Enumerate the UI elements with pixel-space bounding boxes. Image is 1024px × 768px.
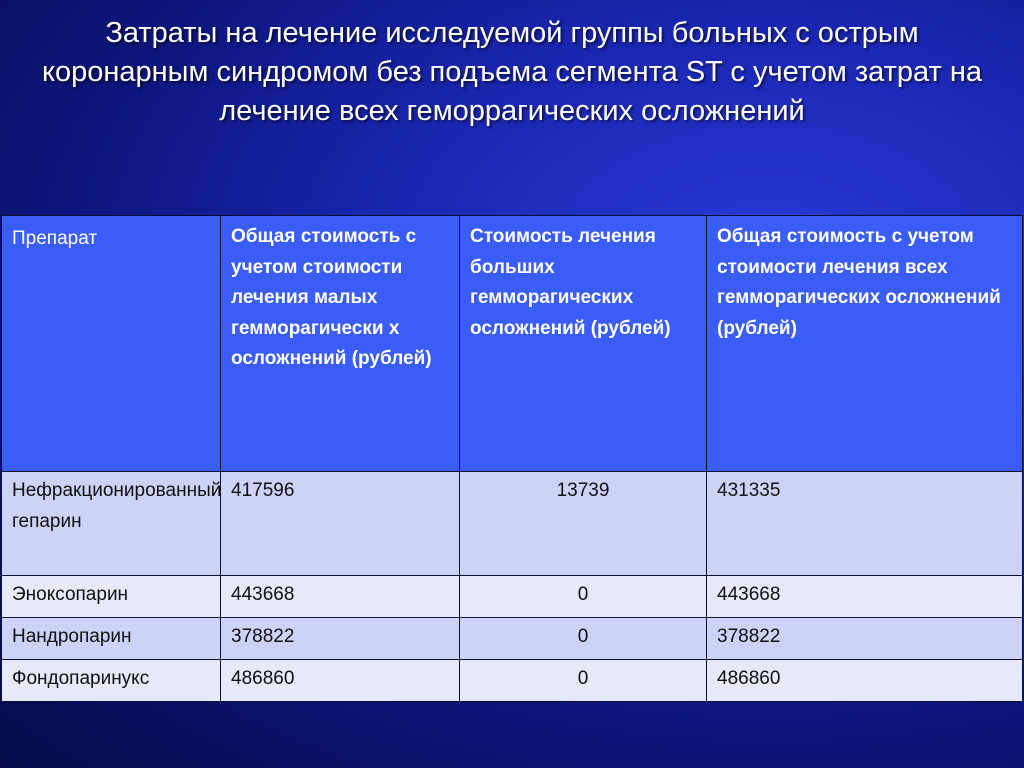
cell-major-cost: 0 bbox=[460, 576, 707, 618]
cell-major-cost: 0 bbox=[460, 618, 707, 660]
table-row bbox=[2, 576, 1023, 618]
cell-major-cost: 13739 bbox=[460, 472, 707, 576]
cell-total-minor: 486860 bbox=[221, 660, 460, 702]
cell-major-cost: 0 bbox=[460, 660, 707, 702]
cell-total-all: 378822 bbox=[707, 618, 1023, 660]
cost-table bbox=[1, 215, 1023, 702]
cell-drug: Эноксопарин bbox=[2, 576, 221, 618]
table-row bbox=[2, 618, 1023, 660]
cell-drug: Нефракционированный гепарин bbox=[2, 472, 221, 576]
table-header-row bbox=[2, 216, 1023, 472]
slide-title: Затраты на лечение исследуемой группы больных с острым коронарным синдромом без подъема сегмента ST с учетом затрат на лечение всех геморрагических осложнений bbox=[41, 17, 983, 127]
table-row bbox=[2, 472, 1023, 576]
header-major-cost: Стоимость лечения больших гемморагических осложнений (рублей) bbox=[460, 216, 707, 472]
cell-total-all: 443668 bbox=[707, 576, 1023, 618]
header-drug: Препарат bbox=[2, 216, 221, 472]
header-total-all: Общая стоимость с учетом стоимости лечения всех гемморагических осложнений (рублей) bbox=[707, 216, 1023, 472]
header-total-minor: Общая стоимость с учетом стоимости лечения малых гемморагически х осложнений (рублей) bbox=[221, 216, 460, 472]
cell-total-all: 486860 bbox=[707, 660, 1023, 702]
cell-drug: Фондопаринукс bbox=[2, 660, 221, 702]
cell-total-all: 431335 bbox=[707, 472, 1023, 576]
table-row bbox=[2, 660, 1023, 702]
cell-total-minor: 417596 bbox=[221, 472, 460, 576]
cell-total-minor: 443668 bbox=[221, 576, 460, 618]
cell-drug: Нандропарин bbox=[2, 618, 221, 660]
cell-total-minor: 378822 bbox=[221, 618, 460, 660]
